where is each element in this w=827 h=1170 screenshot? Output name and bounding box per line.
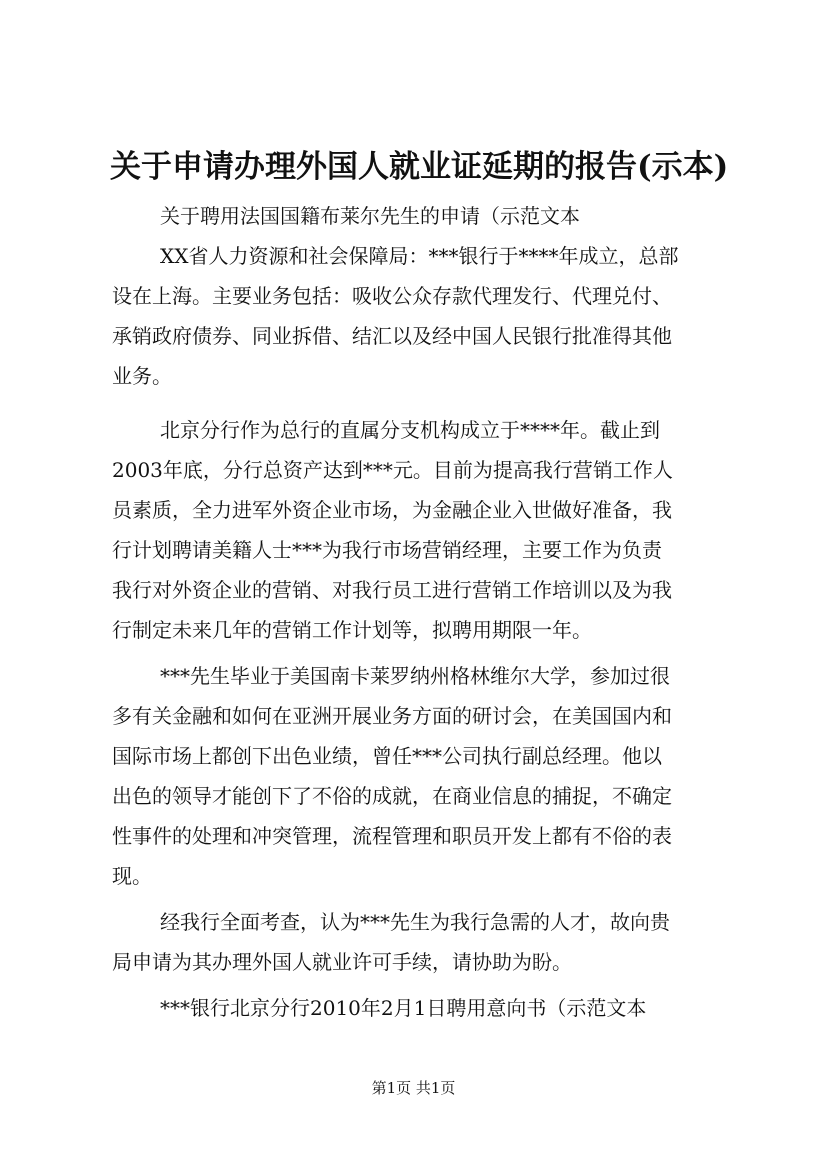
paragraph-line: 出色的领导才能创下了不俗的成就，在商业信息的捕捉，不确定 [112, 784, 672, 808]
paragraph-line: 员素质，全力进军外资企业市场，为金融企业入世做好准备，我 [112, 498, 672, 522]
paragraph [112, 656, 724, 896]
paragraph-line: ***银行北京分行2010年2月1日聘用意向书（示范文本 [160, 996, 647, 1020]
paragraph [112, 988, 724, 1028]
paragraph-line: 局申请为其办理外国人就业许可手续，请协助为盼。 [112, 950, 572, 974]
paragraph-line: 业务。 [112, 364, 172, 388]
document-subtitle: 关于聘用法国国籍布莱尔先生的申请（示范文本 [160, 204, 580, 228]
paragraph-line: 北京分行作为总行的直属分支机构成立于****年。截止到 [160, 418, 660, 442]
paragraph-line: 行制定未来几年的营销工作计划等，拟聘用期限一年。 [112, 618, 592, 642]
paragraph-line: 性事件的处理和冲突管理，流程管理和职员开发上都有不俗的表 [112, 824, 672, 848]
document-title: 关于申请办理外国人就业证延期的报告(示本) [110, 149, 729, 185]
paragraph-line: 行计划聘请美籍人士***为我行市场营销经理，主要工作为负责 [112, 538, 662, 562]
paragraph-line: 2003年底，分行总资产达到***元。目前为提高我行营销工作人 [112, 458, 673, 482]
paragraph-gap [112, 402, 724, 410]
paragraph-line: 经我行全面考查，认为***先生为我行急需的人才，故向贵 [160, 910, 670, 934]
paragraph-line: 多有关金融和如何在亚洲开展业务方面的研讨会，在美国国内和 [112, 704, 672, 728]
paragraph-line: 设在上海。主要业务包括：吸收公众存款代理发行、代理兑付、 [112, 284, 672, 308]
paragraph-line: 现。 [112, 864, 152, 888]
document-body [112, 236, 724, 1034]
paragraph [112, 236, 724, 396]
paragraph-line: 承销政府债券、同业拆借、结汇以及经中国人民银行批准得其他 [112, 324, 672, 348]
paragraph-line: 国际市场上都创下出色业绩，曾任***公司执行副总经理。他以 [112, 744, 662, 768]
paragraph [112, 902, 724, 982]
paragraph-line: XX省人力资源和社会保障局：***银行于****年成立，总部 [160, 244, 679, 268]
page-number-footer: 第1页 共1页 [371, 1079, 456, 1097]
paragraph [112, 410, 724, 650]
paragraph-line: 我行对外资企业的营销、对我行员工进行营销工作培训以及为我 [112, 578, 672, 602]
paragraph-line: ***先生毕业于美国南卡莱罗纳州格林维尔大学，参加过很 [160, 664, 670, 688]
